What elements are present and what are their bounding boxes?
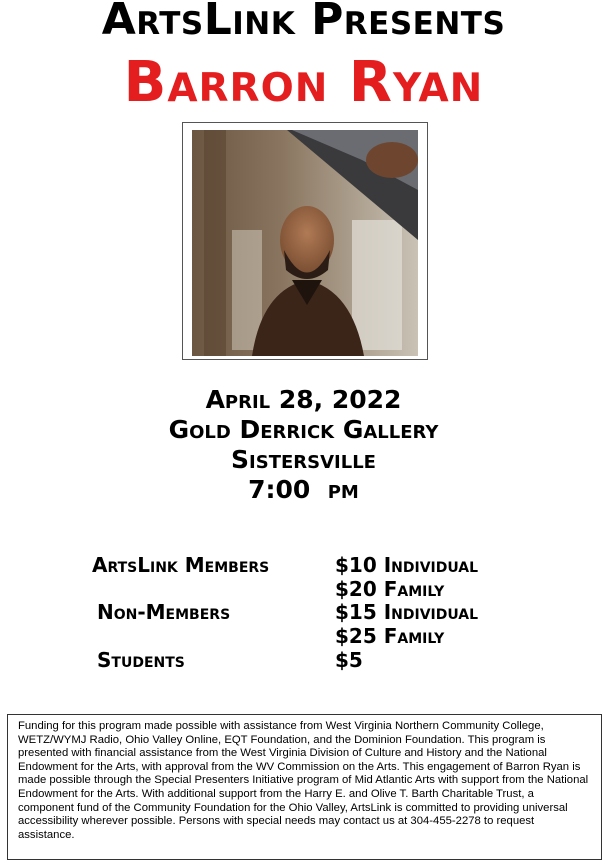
photo-frame (182, 122, 428, 360)
event-date: April 28, 2022 (205, 385, 402, 414)
members-individual-price: $10 Individual (335, 553, 479, 577)
event-time: 7:00 pm (248, 475, 359, 504)
students-price: $5 (335, 648, 363, 672)
headline: ArtsLink Presents (101, 0, 506, 45)
students-label: Students (97, 648, 185, 672)
event-town: Sistersville (231, 445, 376, 474)
performer-name: Barron Ryan (123, 50, 484, 115)
event-venue: Gold Derrick Gallery (168, 415, 439, 444)
nonmembers-label: Non-Members (97, 600, 231, 624)
performer-photo (192, 130, 418, 356)
members-family-price: $20 Family (335, 577, 445, 601)
funding-notice (7, 714, 602, 860)
nonmembers-family-price: $25 Family (335, 624, 445, 648)
funding-text: Funding for this program made possible with assistance from West Virginia Northern Community College, WETZ/WYMJ Radio, Ohio Valley Online, EQT Foundation, and the Dominion Foundation. This program is presented with financial assistance from the West Virginia Division of Culture and History and the National Endowment for the Arts, with approval from the WV Commission on the Arts. This engagement of Barron Ryan is made possible through the Special Presenters Initiative program of Mid Atlantic Arts with support from the National Endowment for the Arts. With additional support from the Harry E. and Olive T. Barth Charitable Trust, a component fund of the Community Foundation for the Ohio Valley, ArtsLink is committed to providing universal accessibility wherever possible. Persons with special needs may contact us at 304-455-2278 to request assistance. (18, 720, 589, 841)
nonmembers-individual-price: $15 Individual (335, 600, 479, 624)
members-label: ArtsLink Members (92, 553, 270, 577)
